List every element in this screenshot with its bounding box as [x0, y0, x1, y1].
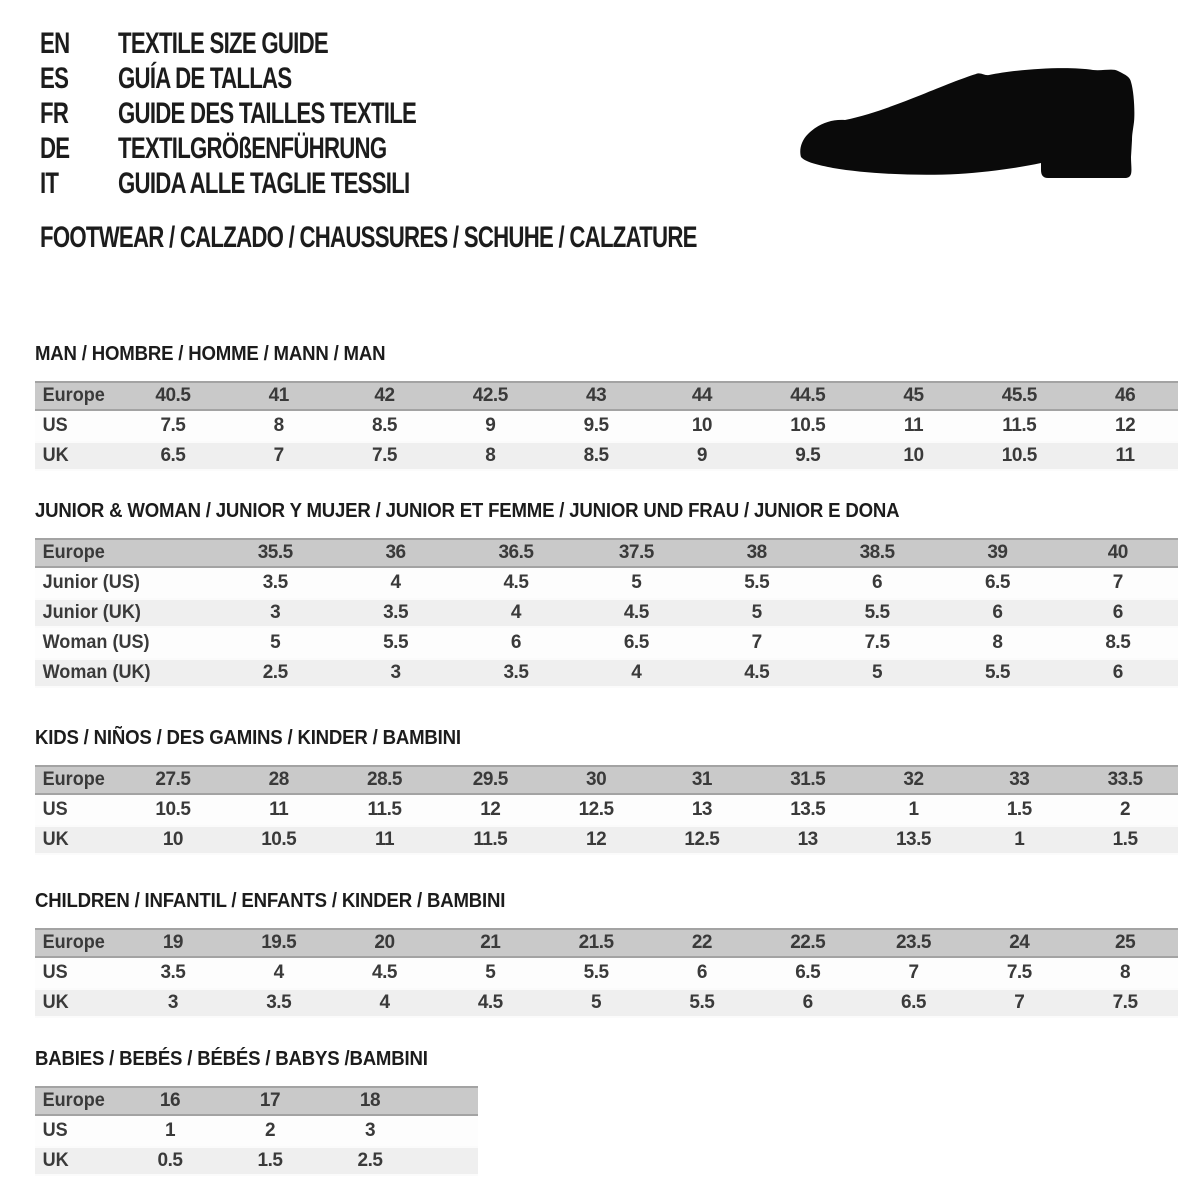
size-cell: 4.5 — [744, 662, 770, 683]
size-cell: 45 — [903, 385, 924, 406]
size-cell: 9.5 — [795, 445, 821, 466]
size-cell: 6 — [510, 632, 521, 653]
size-section-children — [35, 891, 1178, 1018]
language-list — [40, 26, 521, 201]
row-label: Woman (US) — [42, 632, 150, 653]
size-section-babies — [35, 1049, 1178, 1176]
language-row-fr — [40, 96, 521, 131]
row-label: US — [42, 962, 68, 983]
size-cell: 35.5 — [257, 542, 293, 563]
size-cell: 8 — [992, 632, 1003, 653]
language-code: ES — [40, 61, 69, 95]
size-cell: 21.5 — [578, 932, 614, 953]
table-row-europe — [35, 381, 1178, 411]
size-cell: 6 — [696, 962, 707, 983]
size-cell: 8.5 — [1105, 632, 1131, 653]
section-title-children: CHILDREN / INFANTIL / ENFANTS / KINDER / BAMBINI — [35, 890, 506, 912]
table-row-uk — [35, 441, 1178, 471]
size-cell: 1.5 — [1112, 829, 1138, 850]
table-row-woman-us — [35, 628, 1178, 658]
size-cell: 5.5 — [689, 992, 715, 1013]
size-cell: 25 — [1115, 932, 1136, 953]
section-title-babies: BABIES / BEBÉS / BÉBÉS / BABYS /BAMBINI — [35, 1048, 428, 1070]
table-row-europe — [35, 928, 1178, 958]
size-cell: 22 — [691, 932, 712, 953]
size-cell: 46 — [1115, 385, 1136, 406]
size-tables — [35, 344, 1178, 1176]
size-cell: 6 — [802, 992, 813, 1013]
size-cell: 44.5 — [790, 385, 826, 406]
size-cell: 13.5 — [790, 799, 826, 820]
table-row-europe — [35, 1086, 478, 1116]
row-label: US — [42, 1120, 68, 1141]
size-cell: 29.5 — [472, 769, 508, 790]
size-cell: 13 — [691, 799, 712, 820]
size-cell: 1 — [164, 1120, 176, 1141]
language-code: FR — [40, 96, 69, 130]
size-table-babies — [35, 1086, 478, 1176]
size-cell: 36 — [385, 542, 406, 563]
size-cell: 7 — [751, 632, 762, 653]
size-cell: 27.5 — [155, 769, 191, 790]
size-cell: 12.5 — [578, 799, 614, 820]
size-cell: 5.5 — [744, 572, 770, 593]
size-cell: 3 — [270, 602, 281, 623]
size-cell: 6 — [1112, 602, 1123, 623]
table-row-us — [35, 1116, 478, 1146]
row-label: UK — [42, 445, 69, 466]
size-cell: 5.5 — [864, 602, 890, 623]
size-cell: 12 — [1115, 415, 1136, 436]
size-cell: 2 — [264, 1120, 276, 1141]
size-cell: 32 — [903, 769, 924, 790]
size-cell: 33 — [1009, 769, 1030, 790]
size-cell: 5 — [270, 632, 281, 653]
size-cell: 38.5 — [859, 542, 895, 563]
row-label: Europe — [42, 769, 105, 790]
size-cell: 6.5 — [160, 445, 186, 466]
size-cell: 20 — [374, 932, 395, 953]
language-code: DE — [40, 131, 70, 165]
size-cell: 5.5 — [383, 632, 409, 653]
row-label: Europe — [42, 542, 105, 563]
table-row-uk — [35, 825, 1178, 855]
size-cell: 6 — [992, 602, 1003, 623]
size-cell: 9.5 — [583, 415, 609, 436]
size-cell: 4.5 — [372, 962, 397, 983]
size-cell: 4 — [631, 662, 642, 683]
size-cell: 6.5 — [901, 992, 926, 1013]
size-cell: 5 — [485, 962, 496, 983]
size-cell: 0.5 — [157, 1150, 183, 1171]
language-code: EN — [40, 26, 70, 60]
size-section-junior-woman — [35, 501, 1178, 688]
language-row-en — [40, 26, 521, 61]
size-cell: 6.5 — [984, 572, 1010, 593]
row-label: Europe — [42, 385, 105, 406]
size-cell: 23.5 — [895, 932, 931, 953]
size-cell: 44 — [691, 385, 712, 406]
table-row-us — [35, 795, 1178, 825]
size-cell: 1 — [1014, 829, 1025, 850]
size-cell: 5 — [591, 992, 602, 1013]
size-cell: 30 — [586, 769, 607, 790]
table-row-junior-uk — [35, 598, 1178, 628]
size-cell: 3 — [390, 662, 401, 683]
size-cell: 4 — [390, 572, 401, 593]
size-cell: 18 — [359, 1090, 381, 1111]
size-cell: 7.5 — [372, 445, 397, 466]
size-cell: 37.5 — [618, 542, 654, 563]
size-cell: 10.5 — [261, 829, 297, 850]
size-cell: 28.5 — [367, 769, 402, 790]
size-cell: 3.5 — [503, 662, 529, 683]
language-title: GUIDA ALLE TAGLIE TESSILI — [118, 166, 410, 200]
table-row-us — [35, 411, 1178, 441]
row-label: UK — [42, 992, 69, 1013]
size-cell: 7 — [1014, 992, 1025, 1013]
size-cell: 9 — [485, 415, 496, 436]
category-title: FOOTWEAR / CALZADO / CHAUSSURES / SCHUHE / CALZATURE — [40, 221, 697, 254]
size-cell: 2.5 — [262, 662, 288, 683]
size-cell: 11 — [374, 829, 395, 850]
row-label: Junior (US) — [42, 572, 140, 593]
language-title: TEXTILGRÖßENFÜHRUNG — [118, 131, 387, 165]
row-label: Woman (UK) — [42, 662, 151, 683]
size-cell: 2.5 — [357, 1150, 383, 1171]
size-cell: 11 — [903, 415, 924, 436]
size-cell: 4 — [510, 602, 521, 623]
size-cell: 16 — [159, 1090, 181, 1111]
table-row-woman-uk — [35, 658, 1178, 688]
table-row-uk — [35, 988, 1178, 1018]
row-label: UK — [42, 829, 69, 850]
size-cell: 40 — [1107, 542, 1128, 563]
size-cell: 7 — [273, 445, 284, 466]
size-cell: 13.5 — [895, 829, 931, 850]
size-cell: 12 — [586, 829, 607, 850]
size-cell: 5.5 — [583, 962, 609, 983]
size-cell: 8 — [485, 445, 496, 466]
size-cell: 42.5 — [472, 385, 508, 406]
table-row-europe — [35, 538, 1178, 568]
size-cell: 4 — [273, 962, 284, 983]
size-cell: 17 — [259, 1090, 281, 1111]
size-cell: 2 — [1120, 799, 1131, 820]
size-cell: 40.5 — [155, 385, 191, 406]
table-row-junior-us — [35, 568, 1178, 598]
size-cell: 21 — [480, 932, 501, 953]
size-cell: 4.5 — [477, 992, 503, 1013]
size-cell: 1 — [908, 799, 919, 820]
size-cell: 11.5 — [367, 799, 402, 820]
size-cell: 31 — [691, 769, 712, 790]
size-cell: 5 — [872, 662, 883, 683]
section-title-kids: KIDS / NIÑOS / DES GAMINS / KINDER / BAMBINI — [35, 727, 461, 749]
size-cell: 33.5 — [1107, 769, 1143, 790]
size-cell: 7.5 — [1112, 992, 1138, 1013]
size-cell: 3.5 — [160, 962, 186, 983]
language-row-it — [40, 166, 521, 201]
size-cell: 12.5 — [684, 829, 720, 850]
size-cell: 7 — [1112, 572, 1123, 593]
row-label: US — [42, 415, 68, 436]
size-cell: 5.5 — [984, 662, 1010, 683]
table-row-us — [35, 958, 1178, 988]
size-cell: 12 — [480, 799, 501, 820]
size-cell: 5 — [751, 602, 762, 623]
size-cell: 38 — [746, 542, 767, 563]
size-cell: 6 — [872, 572, 883, 593]
table-row-europe — [35, 765, 1178, 795]
size-cell: 4.5 — [623, 602, 649, 623]
size-table-kids — [35, 765, 1178, 855]
size-cell: 13 — [797, 829, 818, 850]
row-label: Junior (UK) — [42, 602, 141, 623]
size-cell: 41 — [268, 385, 289, 406]
row-label: US — [42, 799, 68, 820]
size-cell: 7 — [908, 962, 919, 983]
table-row-uk — [35, 1146, 478, 1176]
row-label: UK — [42, 1150, 69, 1171]
size-cell: 10 — [903, 445, 924, 466]
size-cell: 39 — [987, 542, 1008, 563]
section-title-man: MAN / HOMBRE / HOMME / MANN / MAN — [35, 343, 386, 365]
size-table-junior-woman — [35, 538, 1178, 688]
size-cell: 8 — [273, 415, 284, 436]
row-label: Europe — [42, 1090, 105, 1111]
row-label: Europe — [42, 932, 105, 953]
language-title: GUÍA DE TALLAS — [118, 61, 292, 95]
language-title: TEXTILE SIZE GUIDE — [118, 26, 328, 60]
language-row-es — [40, 61, 521, 96]
size-cell: 43 — [586, 385, 607, 406]
size-cell: 10.5 — [790, 415, 826, 436]
size-cell: 5 — [631, 572, 642, 593]
size-cell: 1.5 — [1006, 799, 1032, 820]
size-cell: 3 — [364, 1120, 376, 1141]
size-cell: 31.5 — [790, 769, 826, 790]
size-cell: 6.5 — [623, 632, 649, 653]
size-cell: 10.5 — [1001, 445, 1037, 466]
size-cell: 6.5 — [795, 962, 821, 983]
size-cell: 7.5 — [864, 632, 890, 653]
size-cell: 28 — [268, 769, 289, 790]
size-cell: 8.5 — [372, 415, 397, 436]
size-cell: 11 — [1115, 445, 1135, 466]
size-cell: 6 — [1112, 662, 1123, 683]
size-cell: 11.5 — [473, 829, 508, 850]
size-cell: 10.5 — [155, 799, 191, 820]
size-section-man — [35, 344, 1178, 471]
size-cell: 22.5 — [790, 932, 826, 953]
size-cell: 24 — [1009, 932, 1030, 953]
size-cell: 4.5 — [503, 572, 529, 593]
size-table-man — [35, 381, 1178, 471]
language-code: IT — [40, 166, 59, 200]
size-cell: 3 — [167, 992, 178, 1013]
size-cell: 3.5 — [383, 602, 409, 623]
size-cell: 9 — [696, 445, 707, 466]
size-cell: 8.5 — [583, 445, 609, 466]
size-cell: 10 — [691, 415, 712, 436]
size-cell: 36.5 — [498, 542, 534, 563]
size-cell: 1.5 — [257, 1150, 283, 1171]
dress-shoe-icon — [798, 62, 1143, 187]
language-row-de — [40, 131, 521, 166]
size-cell: 4 — [379, 992, 390, 1013]
size-cell: 8 — [1120, 962, 1131, 983]
size-cell: 7.5 — [1006, 962, 1032, 983]
size-cell: 19 — [162, 932, 183, 953]
size-cell: 11.5 — [1002, 415, 1037, 436]
size-cell: 3.5 — [262, 572, 288, 593]
size-cell: 45.5 — [1001, 385, 1037, 406]
size-section-kids — [35, 728, 1178, 855]
size-cell: 19.5 — [261, 932, 297, 953]
size-cell: 42 — [374, 385, 395, 406]
size-cell: 7.5 — [160, 415, 186, 436]
size-cell: 11 — [269, 799, 289, 820]
size-table-children — [35, 928, 1178, 1018]
size-cell: 3.5 — [266, 992, 292, 1013]
size-cell: 10 — [162, 829, 183, 850]
language-title: GUIDE DES TAILLES TEXTILE — [118, 96, 417, 130]
section-title-junior-woman: JUNIOR & WOMAN / JUNIOR Y MUJER / JUNIOR ET FEMME / JUNIOR UND FRAU / JUNIOR E DONA — [35, 500, 900, 522]
